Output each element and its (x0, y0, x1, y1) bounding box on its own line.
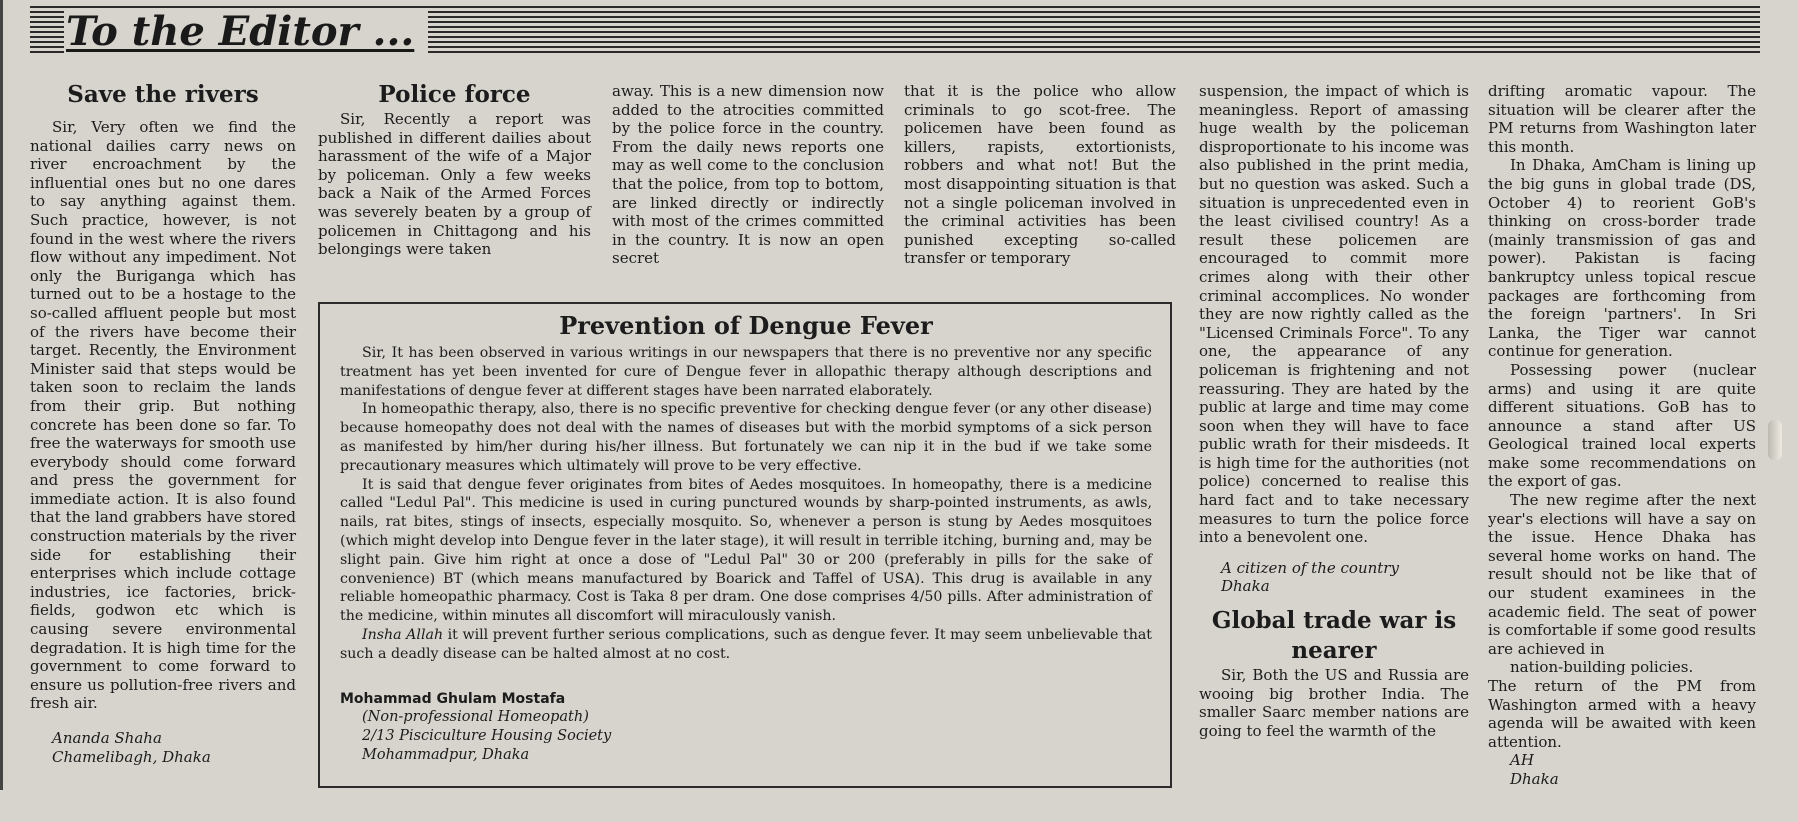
author-address: 2/13 Pisciculture Housing Society (362, 728, 612, 745)
italic-phrase: Insha Allah (362, 626, 444, 643)
letter-paragraph: Sir, It has been observed in various writings in our newspapers that there is no preventive nor any specific treatment has yet been invented for cure of Dengue fever in allopathic therapy although descriptions and manifestations of dengue fever at different stages have been narrated elaborately. (340, 345, 1152, 399)
letter-paragraph: that it is the police who allow criminals to go scot-free. The policemen have been found as killers, rapists, extortionists, robbers and what not! But the most disappointing situation is that not a single policeman involved in the criminal activities has been punished excepting so-called transfer or temporary (904, 82, 1176, 268)
letter-global-trade-part2 (1488, 82, 1756, 789)
paper-fold (1768, 420, 1782, 460)
author-place: Mohammadpur, Dhaka (362, 747, 530, 764)
letter-paragraph: In homeopathic therapy, also, there is no specific preventive for checking dengue fever (or any other disease) because homeopathy does not deal with the names of diseases but with the morbid symptoms of a sick person as manifested by him/her during his/her illness. But fortunately we can nip it in the bud if we take some precautionary measures which ultimately will prove to be very effective. (340, 401, 1152, 474)
signature-name: A citizen of the country (1221, 558, 1399, 577)
letter-paragraph: Possessing power (nuclear arms) and using it are quite different situations. GoB has to announce a stand after US Geological trained local experts make some recommendations on the export of gas. (1488, 360, 1756, 491)
signature-place: Chamelibagh, Dhaka (52, 747, 211, 766)
signature-name: Ananda Shaha (52, 729, 162, 747)
letter-police-force-part2 (612, 82, 884, 268)
letter-police-force-part1 (318, 82, 591, 259)
letter-signature (30, 729, 296, 766)
letter-paragraph: Sir, Both the US and Russia are wooing big brother India. The smaller Saarc member nations are going to feel the warmth of the (1199, 666, 1469, 740)
letter-paragraph: suspension, the impact of which is meaningless. Report of amassing huge wealth by the policeman disproportionate to his income was also published in the print media, but no question was asked. Such a situation is unprecedented even in the least civilised country! As a result these policemen are encouraged to commit more crimes along with their other criminal accomplices. No wonder they are now rightly called as the "Licensed Criminals Force". To any one, the appearance of any policeman is frightening and not reassuring. They are hated by the public at large and time may come soon when they will have to face public wrath for their misdeeds. It is high time for the authorities (not police) concerned to realise this hard fact and to take necessary measures to turn the police force into a benevolent one. (1199, 82, 1469, 547)
letter-paragraph: Sir, Recently a report was published in different dailies about harassment of the wife of a Major by policeman. Only a few weeks back a Naik of the Armed Forces was severely beaten by a group of policemen in Chittagong and his belongings were taken (318, 110, 591, 259)
letter-paragraph: In Dhaka, AmCham is lining up the big guns in global trade (DS, October 4) to reorient GoB's thinking on cross-border trade (mainly transmission of gas and power). Pakistan is facing bankruptcy unless topical rescue packages are forthcoming from the foreign 'partners'. In Sri Lanka, the Tiger war cannot continue for generation. (1488, 156, 1756, 361)
letter-save-the-rivers (30, 80, 296, 766)
letter-dengue-box (318, 302, 1172, 788)
column-rule (0, 0, 3, 790)
letter-signature (1199, 559, 1469, 596)
letter-heading-global-trade: Global trade war is nearer (1211, 607, 1457, 665)
letter-paragraph: Sir, Very often we find the national dailies carry news on river encroachment by the influential ones but no one dares to say anything against them. Such practice, however, is not found in the west where the rivers flow without any impediment. Not only the Buriganga which has turned out to be a hostage to the so-called affluent people but most of the rivers have become their target. Recently, the Environment Minister said that steps would be taken soon to reclaim the lands from their grip. But nothing concrete has been done so far. To free the waterways for smooth use everybody should come forward and press the government for immediate action. It is also found that the land grabbers have stored construction materials by the river side for establishing their enterprises which include cottage industries, ice factories, brick-fields, godwon etc which is causing severe environmental degradation. It is high time for the government to come forward to ensure us pollution-free rivers and fresh air. (30, 118, 296, 713)
letter-paragraph: The new regime after the next year's elections will have a say on the issue. Hence Dhaka has several home works on hand. The result should not be like that of our student examinees in the academic field. The seat of power is comfortable if some good results are achieved in (1488, 491, 1756, 658)
letter-paragraph: drifting aromatic vapour. The situation will be clearer after the PM returns from Washington later this month. (1488, 82, 1756, 156)
letter-paragraph: The return of the PM from Washington armed with a heavy agenda will be awaited with keen attention. (1488, 677, 1756, 751)
signature-place: Dhaka (1221, 577, 1270, 596)
section-title: To the Editor ... (64, 10, 428, 54)
letter-dengue (340, 310, 1152, 765)
section-masthead (30, 6, 1760, 54)
letter-heading: Police force (378, 81, 531, 108)
letter-police-force-part4 (1199, 82, 1469, 740)
letter-police-force-part3 (904, 82, 1176, 268)
letter-heading: Prevention of Dengue Fever (559, 311, 933, 340)
author-title: (Non-professional Homeopath) (362, 709, 589, 726)
letter-paragraph: It is said that dengue fever originates from bites of Aedes mosquitoes. In homeopathy, there is a medicine called "Ledul Pal". This medicine is used in curing punctured wounds by sharp-pointed instruments, as awls, nails, rat bites, stings of insects, especially mosquito. So, whenever a person is stung by Aedes mosquitoes (which might develop into Dengue fever in the later stage), it will result in terrible itching, burning and, may be slight pain. Give him right at once a dose of "Ledul Pal" 30 or 200 (preferably in pills for the sake of convenience) BT (which means manufactured by Boarick and Taffel of USA). This drug is available in any reliable homeopathic pharmacy. Cost is Taka 8 per dram. One dose comprises 4/50 pills. After administration of the medicine, within minutes all discomfort will miraculously vanish. (340, 476, 1152, 625)
letter-paragraph: nation-building policies. (1510, 658, 1694, 677)
signature-name: AH (1510, 751, 1534, 770)
signature-place: Dhaka (1510, 769, 1559, 788)
letter-paragraph (340, 626, 1152, 664)
paragraph-text: it will prevent further serious complications, such as dengue fever. It may seem unbelievable that such a deadly disease can be halted almost at no cost. (340, 626, 1152, 662)
author-name: Mohammad Ghulam Mostafa (340, 690, 566, 707)
letter-heading: Save the rivers (67, 81, 259, 108)
letter-paragraph: away. This is a new dimension now added to the atrocities committed by the police force in the country. From the daily news reports one may as well come to the conclusion that the police, from top to bottom, are linked directly or indirectly with most of the crimes committed in the country. It is now an open secret (612, 82, 884, 268)
